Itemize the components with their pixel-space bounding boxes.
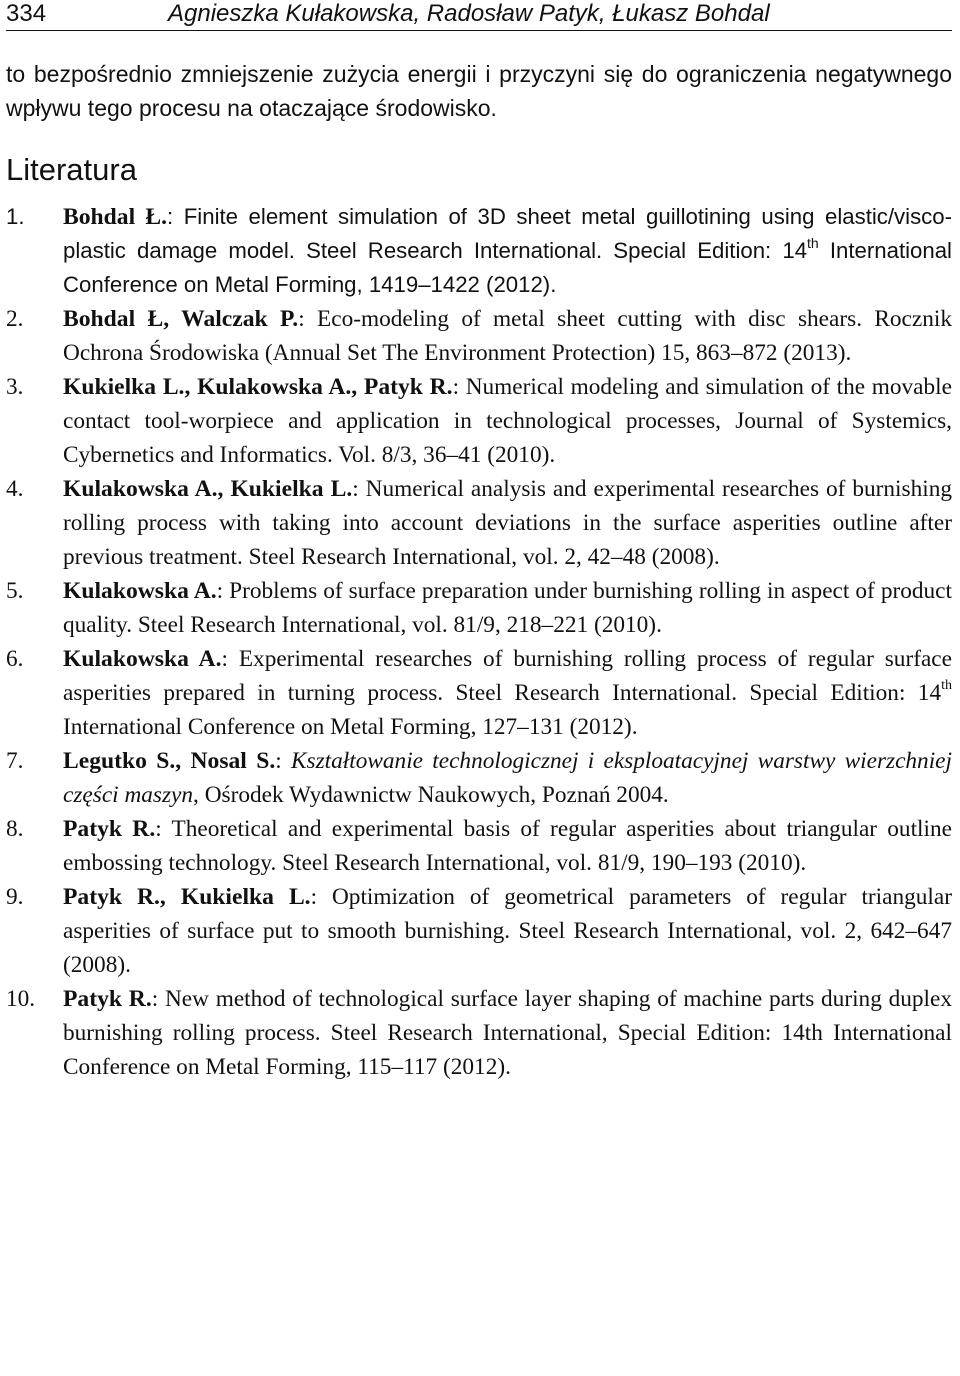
reference-authors: Kulakowska A. bbox=[63, 646, 222, 672]
reference-authors: Bohdal Ł. bbox=[63, 204, 168, 230]
reference-list bbox=[6, 200, 952, 1084]
reference-body: : Numerical analysis and experimental researches of burnishing rolling process with taking into account deviations in the surface asperities outline after previous treatment. Steel Research International, vol. 2, 42–48 (2008). bbox=[63, 476, 953, 570]
reference-body-end: International Conference on Metal Forming, 127–131 (2012). bbox=[63, 714, 638, 740]
reference-text bbox=[63, 816, 952, 876]
reference-text bbox=[63, 374, 952, 468]
header-authors: Agnieszka Kułakowska, Radosław Patyk, Łukasz Bohdal bbox=[168, 0, 770, 27]
reference-item bbox=[6, 982, 952, 1084]
reference-number: 7. bbox=[6, 748, 24, 774]
reference-body: : Theoretical and experimental basis of regular asperities about triangular outline embossing technology. Steel Research International, vol. 81/9, 190–193 (2010). bbox=[63, 816, 952, 876]
reference-item bbox=[6, 880, 952, 982]
page-number: 334 bbox=[6, 0, 47, 27]
reference-authors: Kukielka L., Kulakowska A., Patyk R. bbox=[63, 374, 453, 400]
reference-text bbox=[63, 646, 952, 740]
section-heading: Literatura bbox=[6, 152, 137, 187]
reference-authors: Patyk R. bbox=[63, 986, 152, 1012]
reference-item bbox=[6, 200, 952, 302]
reference-text bbox=[63, 306, 952, 366]
reference-authors: Patyk R., Kukielka L. bbox=[63, 884, 311, 910]
reference-item bbox=[6, 302, 952, 370]
intro-paragraph: to bezpośrednio zmniejszenie zużycia energii i przyczyni się do ograniczenia negatywnego wpływu tego procesu na otaczające środowisko. bbox=[6, 61, 952, 121]
reference-body: : Optimization of geometrical parameters of regular triangular asperities of surface put to smooth burnishing. Steel Research International, vol. 2, 642–647 (2008). bbox=[63, 884, 952, 978]
reference-number: 8. bbox=[6, 816, 24, 842]
reference-text bbox=[63, 476, 952, 570]
reference-number: 9. bbox=[6, 884, 24, 910]
reference-authors: Kulakowska A. bbox=[63, 578, 217, 604]
reference-text bbox=[63, 884, 952, 978]
reference-text bbox=[63, 986, 952, 1080]
reference-body: : Problems of surface preparation under burnishing rolling in aspect of product quality. Steel Research International, vol. 81/9, 218–221 (2010). bbox=[63, 578, 952, 638]
reference-title-italic: Kształtowanie technologicznej i eksploatacyjnej warstwy wierzchniej części maszyn bbox=[63, 748, 952, 808]
reference-item bbox=[6, 574, 952, 642]
reference-item bbox=[6, 642, 952, 744]
reference-superscript: th bbox=[807, 234, 819, 251]
reference-number: 3. bbox=[6, 374, 24, 400]
reference-item bbox=[6, 472, 952, 574]
reference-number: 5. bbox=[6, 578, 24, 604]
reference-authors: Kulakowska A., Kukielka L. bbox=[63, 476, 353, 502]
reference-authors: Patyk R. bbox=[63, 816, 156, 842]
reference-text bbox=[63, 748, 952, 808]
reference-body: : Numerical modeling and simulation of the movable contact tool-worpiece and application in technological processes, Journal of Systemics, Cybernetics and Informatics. Vol. 8/3, 36–41 (2010). bbox=[63, 374, 952, 468]
reference-number: 1. bbox=[6, 204, 25, 229]
reference-number: 6. bbox=[6, 646, 24, 672]
reference-item bbox=[6, 812, 952, 880]
reference-text bbox=[63, 204, 952, 297]
reference-number: 10. bbox=[6, 986, 36, 1012]
reference-body: : Finite element simulation of 3D sheet metal guillotining using elastic/visco-plastic damage model. Steel Research International. Special Edition: 14 bbox=[63, 204, 952, 263]
reference-item bbox=[6, 370, 952, 472]
reference-number: 2. bbox=[6, 306, 24, 332]
reference-superscript: th bbox=[941, 678, 952, 694]
reference-body-end: International Conference on Metal Forming, 1419–1422 (2012). bbox=[63, 238, 952, 297]
reference-number: 4. bbox=[6, 476, 24, 502]
reference-body: : New method of technological surface layer shaping of machine parts during duplex burnishing rolling process. Steel Research International, Special Edition: 14th International Conference on Metal Forming, 115–117 (2012). bbox=[63, 986, 952, 1080]
reference-body: : bbox=[275, 748, 291, 774]
reference-authors: Legutko S., Nosal S. bbox=[63, 748, 276, 774]
reference-body: : Experimental researches of burnishing rolling process of regular surface asperities prepared in turning process. Steel Research International. Special Edition: 14 bbox=[63, 646, 952, 706]
reference-item bbox=[6, 744, 952, 812]
reference-body: : Eco-modeling of metal sheet cutting with disc shears. Rocznik Ochrona Środowiska (Annual Set The Environment Protection) 15, 863–872 (2013). bbox=[63, 306, 952, 366]
reference-text bbox=[63, 578, 952, 638]
reference-authors: Bohdal Ł, Walczak P. bbox=[63, 306, 299, 332]
running-header bbox=[6, 0, 952, 31]
reference-body-end: , Ośrodek Wydawnictw Naukowych, Poznań 2004. bbox=[193, 782, 669, 808]
